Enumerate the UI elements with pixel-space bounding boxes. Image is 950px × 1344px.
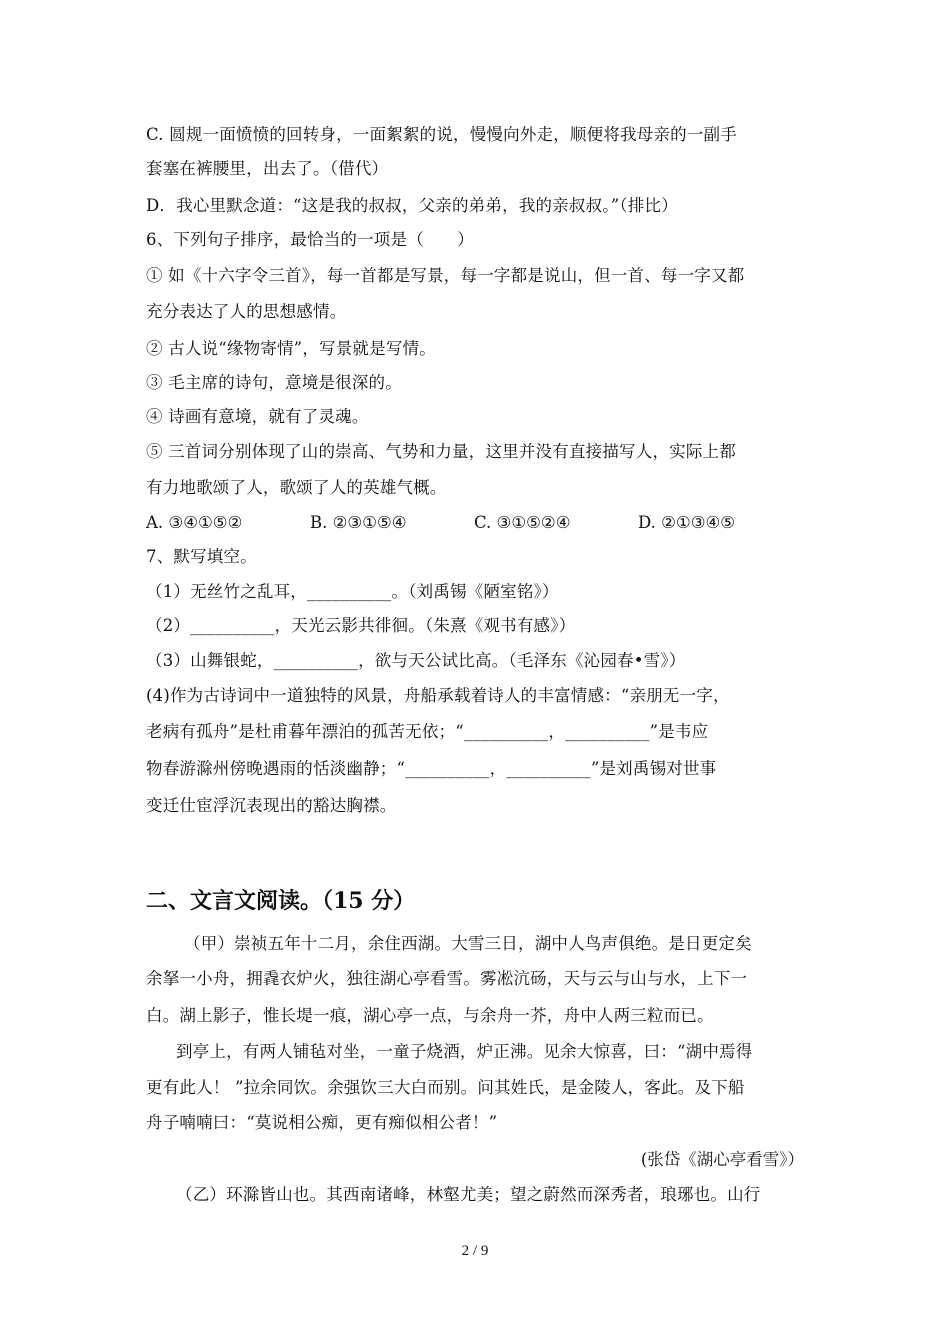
text-line: （3）山舞银蛇，__________，欲与天公试比高。（毛泽东《沁园春•雪》）: [146, 651, 686, 670]
text-line: 变迁仕宦浮沉表现出的豁达胸襟。: [146, 796, 397, 815]
passage-line: 到亭上，有两人铺毡对坐，一童子烧酒，炉正沸。见余大惊喜，曰：“湖中焉得: [176, 1042, 753, 1061]
text-line: 套塞在裤腰里，出去了。（借代）: [146, 159, 389, 178]
text-line: （2）__________，天光云影共徘徊。（朱熹《观书有感》）: [146, 616, 576, 635]
option-b: B. ②③①⑤④: [310, 513, 407, 532]
passage-source: (张岱《湖心亭看雪》）: [640, 1150, 804, 1169]
text-line: ⑤ 三首词分别体现了山的崇高、气势和力量，这里并没有直接描写人，实际上都: [146, 442, 736, 461]
text-line: ① 如《十六字令三首》，每一首都是写景，每一字都是说山，但一首、每一字又都: [146, 266, 745, 285]
passage-line: 余拏一小舟，拥毳衣炉火，独往湖心亭看雪。雾凇沆砀，天与云与山与水，上下一: [146, 969, 748, 988]
text-line: （1）无丝竹之乱耳，__________。（刘禹锡《陋室铭》）: [146, 582, 559, 601]
question-7: 7、默写填空。: [146, 547, 257, 566]
page-number: 2 / 9: [461, 1243, 489, 1259]
option-a: A. ③④①⑤②: [146, 513, 243, 532]
text-line: D．我心里默念道：“这是我的叔叔，父亲的弟弟，我的亲叔叔。”（排比）: [146, 196, 678, 215]
text-line: 充分表达了人的思想感情。: [146, 302, 347, 321]
answer-options: [146, 512, 735, 534]
question-6: 6、下列句子排序，最恰当的一项是（ ）: [146, 230, 474, 249]
passage-line: （乙）环滁皆山也。其西南诸峰，林壑尤美；望之蔚然而深秀者，琅琊也。山行: [176, 1185, 761, 1204]
option-d: D. ②①③④⑤: [638, 513, 736, 532]
text-line: 老病有孤舟”是杜甫暮年漂泊的孤苦无依；“__________，__________”是韦应: [146, 722, 709, 741]
text-line: C. 圆规一面愤愤的回转身，一面絮絮的说，慢慢向外走，顺便将我母亲的一副手: [146, 125, 737, 144]
text-line: ② 古人说“缘物寄情”，写景就是写情。: [146, 339, 436, 358]
passage-line: （甲）崇祯五年十二月，余住西湖。大雪三日，湖中人鸟声俱绝。是日更定矣: [184, 934, 752, 953]
passage-line: 舟子喃喃曰：“莫说相公痴，更有痴似相公者！”: [146, 1113, 498, 1132]
passage-line: 白。湖上影子，惟长堤一痕，湖心亭一点，与余舟一芥，舟中人两三粒而已。: [146, 1006, 714, 1025]
passage-line: 更有此人！ ”拉余同饮。余强饮三大白而别。问其姓氏，是金陵人，客此。及下船: [146, 1078, 745, 1097]
text-line: (4)作为古诗词中一道独特的风景，舟船承载着诗人的丰富情感：“亲朋无一字，: [146, 686, 730, 705]
text-line: ③ 毛主席的诗句，意境是很深的。: [146, 373, 402, 392]
option-c: C. ③①⑤②④: [474, 513, 571, 532]
section-title: 二、文言文阅读。（15 分）: [146, 888, 416, 914]
text-line: 有力地歌颂了人，歌颂了人的英雄气概。: [146, 478, 447, 497]
text-line: ④ 诗画有意境，就有了灵魂。: [146, 407, 369, 426]
text-line: 物春游滁州傍晚遇雨的恬淡幽静；“__________，__________”是刘禹锡对世事: [146, 759, 717, 778]
